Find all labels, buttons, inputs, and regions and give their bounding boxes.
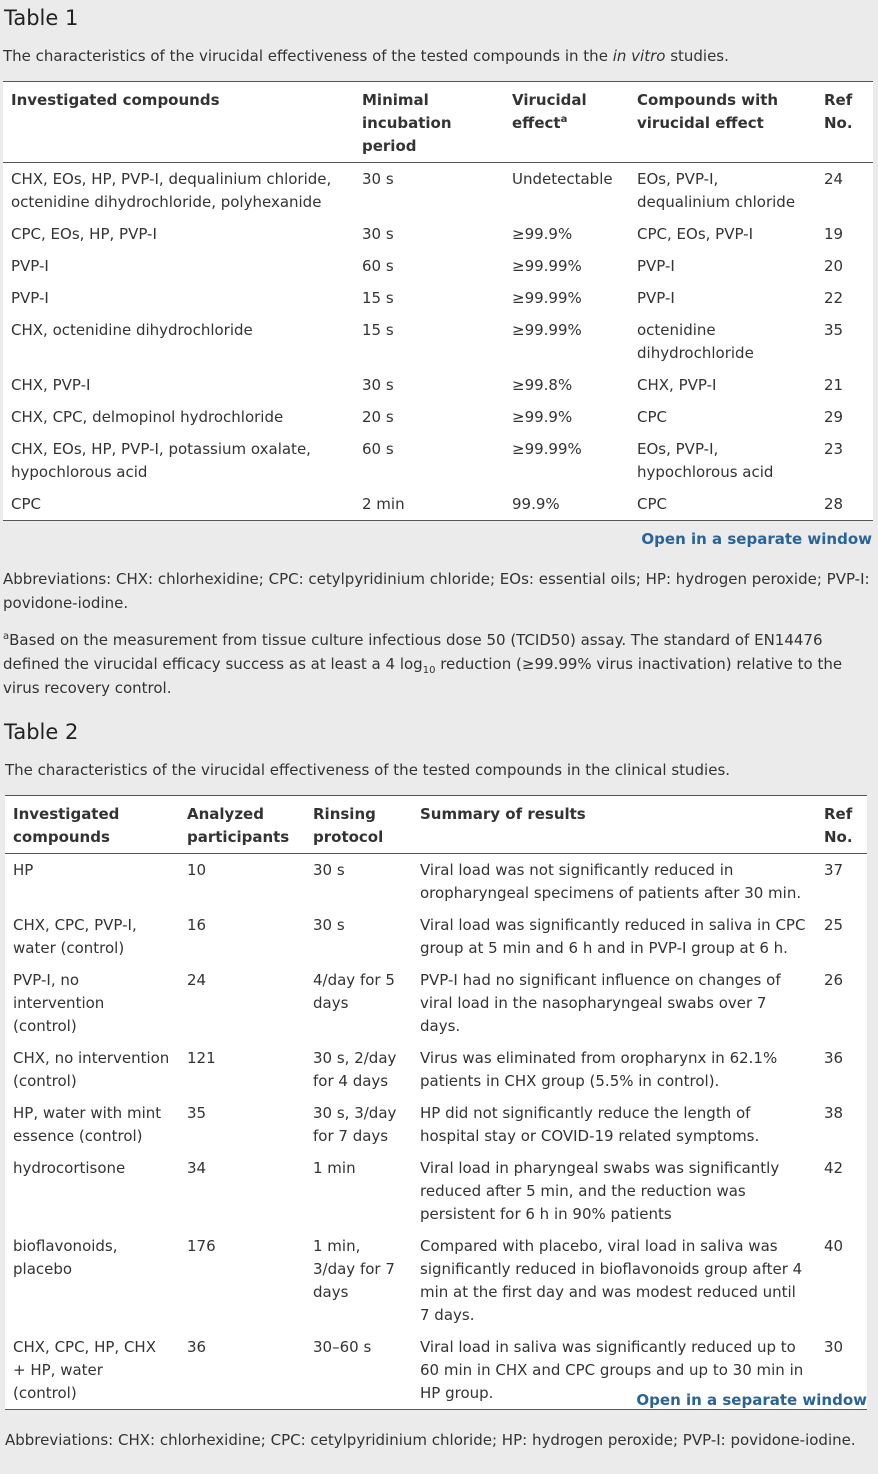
cell-protocol: 4/day for 5 days bbox=[313, 971, 395, 1012]
table2-abbreviations: Abbreviations: CHX: chlorhexidine; CPC: cetylpyridinium chloride; HP: hydrogen peroxide; PVP-I: povidone-iodine. bbox=[5, 1431, 856, 1449]
table-row bbox=[3, 488, 873, 521]
cell-protocol: 1 min bbox=[313, 1159, 356, 1177]
cell-protocol: 30 s, 2/day for 4 days bbox=[313, 1049, 397, 1090]
table1-header-ref: Ref No. bbox=[816, 82, 873, 163]
cell-with-effect: CPC bbox=[637, 408, 667, 426]
table-row bbox=[3, 163, 873, 219]
table2-header-participants: Analyzed participants bbox=[179, 796, 305, 854]
cell-effect: ≥99.99% bbox=[512, 440, 582, 458]
table-row bbox=[3, 401, 873, 433]
cell-compounds: HP, water with mint essence (control) bbox=[13, 1104, 162, 1145]
cell-summary: Virus was eliminated from oropharynx in 62.1% patients in CHX group (5.5% in control). bbox=[420, 1049, 778, 1090]
cell-ref: 40 bbox=[824, 1237, 844, 1255]
cell-ref: 28 bbox=[816, 488, 873, 521]
cell-summary: Viral load in pharyngeal swabs was significantly reduced after 5 min, and the reduction was persistent for 6 h in 90% patients bbox=[420, 1159, 780, 1223]
cell-compounds: PVP-I, no intervention (control) bbox=[13, 971, 105, 1035]
cell-participants: 36 bbox=[179, 1331, 305, 1410]
cell-with-effect: EOs, PVP-I, dequalinium chloride bbox=[637, 170, 796, 211]
cell-ref: 30 bbox=[816, 1331, 867, 1410]
cell-incubation: 30 s bbox=[362, 170, 394, 188]
cell-compounds: CHX, EOs, HP, PVP-I, dequalinium chloride, octenidine dihydrochloride, polyhexanide bbox=[11, 170, 332, 211]
cell-ref: 24 bbox=[824, 170, 844, 188]
table2 bbox=[5, 795, 867, 1410]
table1 bbox=[3, 81, 873, 521]
cell-compounds: CHX, octenidine dihydrochloride bbox=[11, 321, 253, 339]
table-row bbox=[5, 854, 867, 910]
cell-incubation: 60 s bbox=[362, 440, 394, 458]
cell-participants: 10 bbox=[187, 861, 207, 879]
cell-with-effect: CPC, EOs, PVP-I bbox=[637, 225, 754, 243]
cell-summary: Viral load in saliva was significantly reduced up to 60 min in CHX and CPC groups and up to 30 min in HP group. bbox=[412, 1331, 816, 1410]
cell-with-effect: octenidine dihydrochloride bbox=[637, 321, 754, 362]
cell-compounds: CPC bbox=[3, 488, 354, 521]
cell-protocol: 30–60 s bbox=[305, 1331, 412, 1410]
cell-ref: 42 bbox=[824, 1159, 844, 1177]
cell-compounds: hydrocortisone bbox=[13, 1159, 126, 1177]
cell-compounds: CHX, CPC, PVP-I, water (control) bbox=[13, 916, 137, 957]
table1-header-row bbox=[3, 82, 873, 163]
table2-header-ref: Ref No. bbox=[816, 796, 867, 854]
table1-title: Table 1 bbox=[4, 6, 79, 30]
cell-compounds: CHX, CPC, HP, CHX + HP, water (control) bbox=[5, 1331, 179, 1410]
cell-ref: 26 bbox=[824, 971, 844, 989]
table1-open-window-link[interactable]: Open in a separate window bbox=[641, 530, 872, 548]
cell-participants: 176 bbox=[187, 1237, 216, 1255]
table1-caption: The characteristics of the virucidal effectiveness of the tested compounds in the in vitro studies. bbox=[3, 47, 729, 65]
cell-compounds: bioflavonoids, placebo bbox=[13, 1237, 118, 1278]
cell-compounds: CHX, CPC, delmopinol hydrochloride bbox=[11, 408, 284, 426]
cell-ref: 38 bbox=[824, 1104, 844, 1122]
table-row bbox=[5, 1152, 867, 1230]
table-row bbox=[3, 314, 873, 369]
table2-header-summary: Summary of results bbox=[412, 796, 816, 854]
table1-header-incubation: Minimal incubation period bbox=[354, 82, 504, 163]
table-row bbox=[3, 218, 873, 250]
table1-abbreviations: Abbreviations: CHX: chlorhexidine; CPC: cetylpyridinium chloride; EOs: essential oils; HP: hydrogen peroxide; PVP-I: povidone-iodine. bbox=[3, 570, 870, 612]
cell-summary: PVP-I had no significant influence on changes of viral load in the nasopharyngeal swabs over 7 days. bbox=[420, 971, 781, 1035]
table-row bbox=[5, 964, 867, 1042]
cell-summary: Compared with placebo, viral load in saliva was significantly reduced in bioflavonoids group after 4 min at the first day and was modest reduced until 7 days. bbox=[420, 1237, 803, 1324]
cell-protocol: 1 min, 3/day for 7 days bbox=[313, 1237, 395, 1301]
cell-protocol: 30 s bbox=[313, 916, 345, 934]
cell-with-effect: CHX, PVP-I bbox=[637, 376, 717, 394]
table-row bbox=[5, 909, 867, 964]
table-row bbox=[3, 250, 873, 282]
table-row bbox=[5, 1230, 867, 1331]
table-row bbox=[5, 1097, 867, 1152]
table2-header-compounds: Investigated compounds bbox=[5, 796, 179, 854]
cell-participants: 16 bbox=[187, 916, 207, 934]
cell-effect: ≥99.99% bbox=[512, 257, 582, 275]
cell-ref: 37 bbox=[824, 861, 844, 879]
cell-ref: 36 bbox=[824, 1049, 844, 1067]
cell-incubation: 2 min bbox=[354, 488, 504, 521]
table-row bbox=[3, 433, 873, 488]
cell-incubation: 15 s bbox=[362, 321, 394, 339]
table1-header-effect: Virucidal effect$^a$ bbox=[504, 82, 629, 163]
cell-compounds: HP bbox=[13, 861, 34, 879]
cell-ref: 21 bbox=[824, 376, 844, 394]
table1-footnote: $^a$Based on the measurement from tissue culture infectious dose 50 (TCID50) assay. The standard of EN14476 defined the virucidal efficacy success as at least a 4 $\log_{10}$ reduction (≥99.99% virus inactivation) relative to the virus recovery control. bbox=[3, 631, 843, 697]
cell-protocol: 30 s bbox=[313, 861, 345, 879]
table2-open-window-link[interactable]: Open in a separate window bbox=[636, 1391, 867, 1409]
cell-participants: 35 bbox=[187, 1104, 207, 1122]
cell-incubation: 30 s bbox=[362, 225, 394, 243]
table2-title: Table 2 bbox=[4, 720, 79, 744]
cell-ref: 20 bbox=[824, 257, 844, 275]
cell-with-effect: PVP-I bbox=[637, 257, 675, 275]
cell-summary: HP did not significantly reduce the length of hospital stay or COVID-19 related symptoms. bbox=[420, 1104, 760, 1145]
cell-incubation: 20 s bbox=[362, 408, 394, 426]
cell-with-effect: CPC bbox=[629, 488, 816, 521]
cell-effect: ≥99.99% bbox=[512, 321, 582, 339]
cell-participants: 24 bbox=[187, 971, 207, 989]
cell-compounds: PVP-I bbox=[11, 257, 49, 275]
cell-participants: 34 bbox=[187, 1159, 207, 1177]
cell-compounds: CHX, PVP-I bbox=[11, 376, 91, 394]
cell-effect: ≥99.9% bbox=[512, 408, 573, 426]
table1-body bbox=[3, 163, 873, 521]
table1-header-with-effect: Compounds with virucidal effect bbox=[629, 82, 816, 163]
cell-effect: ≥99.99% bbox=[512, 289, 582, 307]
cell-effect: Undetectable bbox=[512, 170, 613, 188]
cell-incubation: 30 s bbox=[362, 376, 394, 394]
cell-ref: 35 bbox=[824, 321, 844, 339]
cell-compounds: CPC, EOs, HP, PVP-I bbox=[11, 225, 157, 243]
cell-participants: 121 bbox=[187, 1049, 216, 1067]
cell-ref: 19 bbox=[824, 225, 844, 243]
table-row bbox=[3, 282, 873, 314]
table2-header-protocol: Rinsing protocol bbox=[305, 796, 412, 854]
cell-compounds: CHX, no intervention (control) bbox=[13, 1049, 170, 1090]
cell-compounds: CHX, EOs, HP, PVP-I, potassium oxalate, hypochlorous acid bbox=[11, 440, 311, 481]
table2-caption: The characteristics of the virucidal effectiveness of the tested compounds in the clinical studies. bbox=[5, 761, 731, 779]
cell-with-effect: PVP-I bbox=[637, 289, 675, 307]
cell-protocol: 30 s, 3/day for 7 days bbox=[313, 1104, 397, 1145]
table2-body bbox=[5, 854, 867, 1410]
cell-incubation: 15 s bbox=[362, 289, 394, 307]
table2-header-row bbox=[5, 796, 867, 854]
cell-with-effect: EOs, PVP-I, hypochlorous acid bbox=[637, 440, 774, 481]
cell-ref: 23 bbox=[824, 440, 844, 458]
cell-incubation: 60 s bbox=[362, 257, 394, 275]
table1-header-compounds: Investigated compounds bbox=[3, 82, 354, 163]
table-row bbox=[3, 369, 873, 401]
cell-summary: Viral load was significantly reduced in saliva in CPC group at 5 min and 6 h and in PVP-I group at 6 h. bbox=[420, 916, 806, 957]
cell-ref: 25 bbox=[824, 916, 844, 934]
cell-summary: Viral load was not significantly reduced in oropharyngeal specimens of patients after 30 min. bbox=[420, 861, 802, 902]
cell-effect: ≥99.9% bbox=[512, 225, 573, 243]
cell-ref: 22 bbox=[824, 289, 844, 307]
cell-compounds: PVP-I bbox=[11, 289, 49, 307]
cell-effect: ≥99.8% bbox=[512, 376, 573, 394]
cell-ref: 29 bbox=[824, 408, 844, 426]
cell-effect: 99.9% bbox=[504, 488, 629, 521]
table-row bbox=[5, 1042, 867, 1097]
